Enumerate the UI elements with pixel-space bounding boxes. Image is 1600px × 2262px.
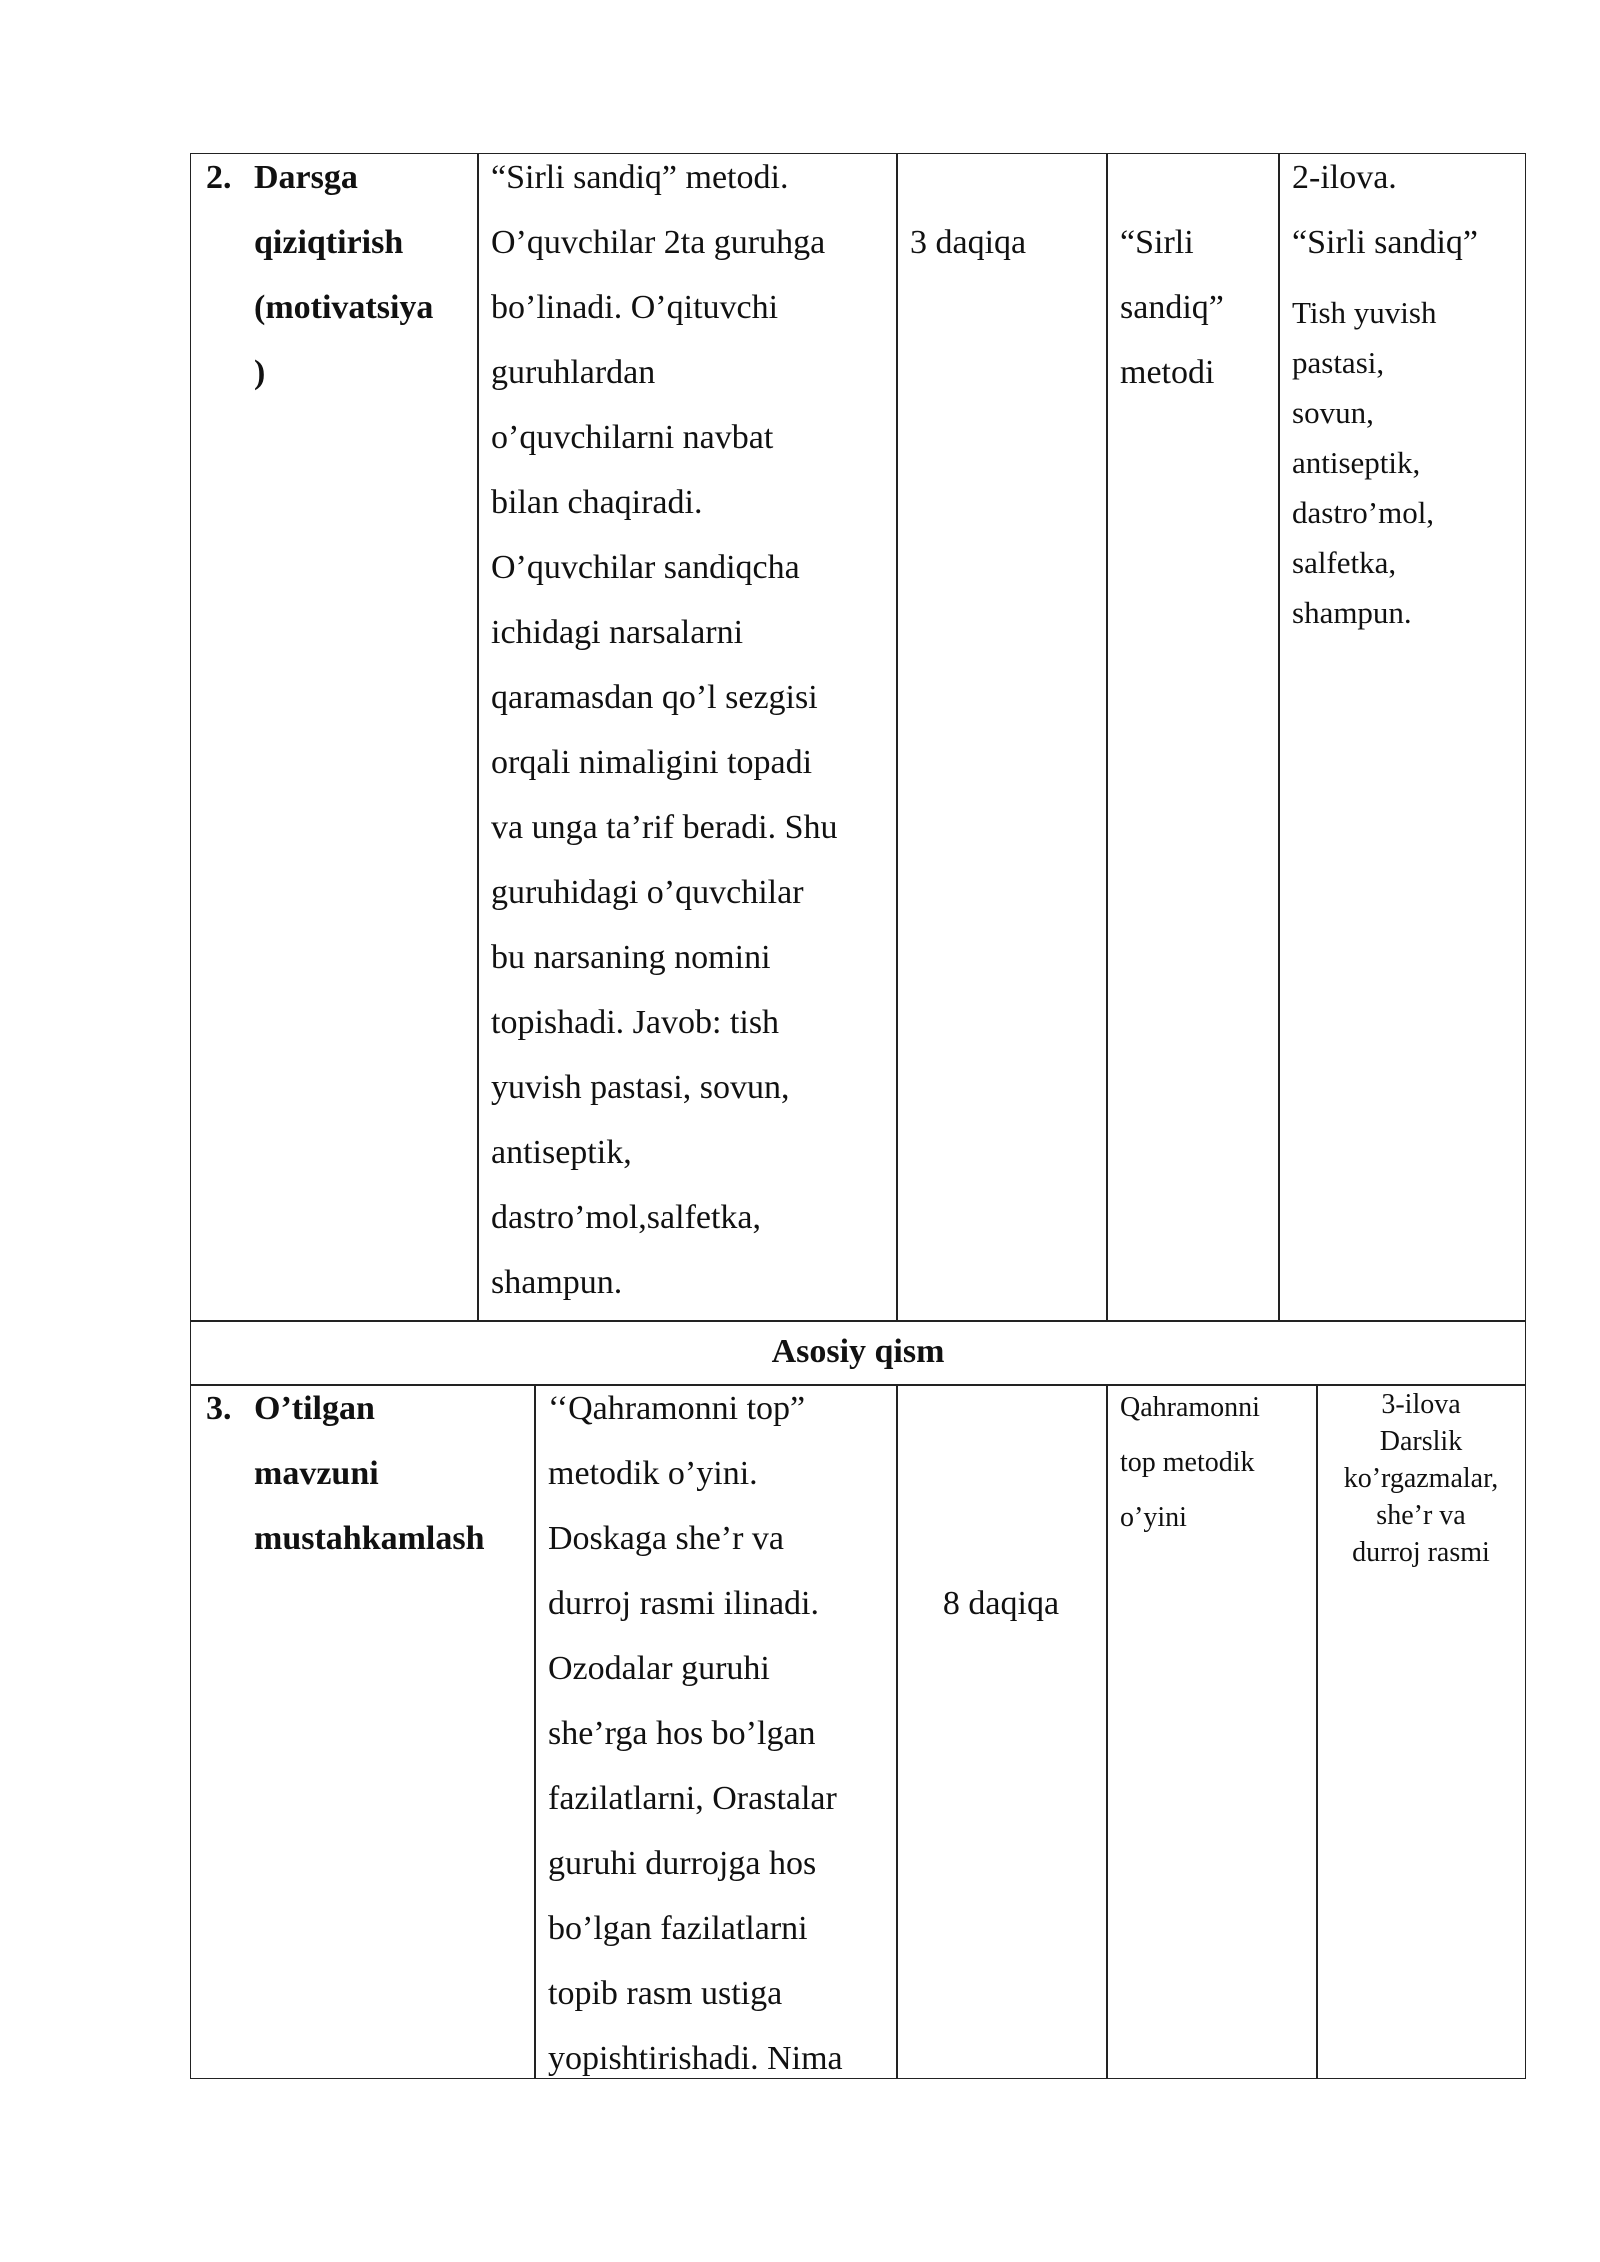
method-name: Qahramonni top metodik o’yini bbox=[1120, 1392, 1260, 1533]
row-number: 2. bbox=[206, 159, 232, 196]
method-name: “Sirli sandiq” metodi bbox=[1120, 224, 1224, 391]
appendix-materials: 3-ilova Darslik ko’rgazmalar, she’r va durroj rasmi bbox=[1343, 1389, 1499, 1568]
col-divider bbox=[534, 1384, 536, 2079]
duration: 3 daqiqa bbox=[910, 224, 1027, 261]
col-divider bbox=[477, 153, 479, 1321]
section-header: Asosiy qism bbox=[771, 1333, 945, 1370]
col-divider bbox=[1278, 153, 1280, 1321]
activity-description: ‘‘Qahramonni top” metodik o’yini. Doskaga she’r va durroj rasmi ilinadi. Ozodalar guruhi she’rga hos bo’lgan fazilatlarni, Orastalar guruhi durrojga hos bo’lgan fazilatlarni topib rasm ustiga yopishtirishadi. Nima bbox=[548, 1390, 843, 2077]
stage-title: O’tilgan mavzuni mustahkamlash bbox=[254, 1390, 485, 1557]
col-divider bbox=[1106, 153, 1108, 1321]
col-divider bbox=[896, 1384, 898, 2079]
activity-description: “Sirli sandiq” metodi. O’quvchilar 2ta guruhga bo’linadi. O’qituvchi guruhlardan o’quvchilarni navbat bilan chaqiradi. O’quvchilar sandiqcha ichidagi narsalarni qaramasdan qo’l sezgisi orqali nimaligini topadi va unga ta’rif beradi. Shu guruhidagi o’quvchilar bu narsaning nomini topishadi. Javob: tish yuvish pastasi, sovun, antiseptik, dastro’mol,salfetka, shampun. bbox=[491, 159, 838, 1301]
col-divider bbox=[896, 153, 898, 1321]
col-divider bbox=[1106, 1384, 1108, 2079]
appendix-reference: 2-ilova. “Sirli sandiq” bbox=[1292, 159, 1479, 261]
materials-list: Tish yuvish pastasi, sovun, antiseptik, dastro’mol, salfetka, shampun. bbox=[1292, 295, 1437, 630]
row-number: 3. bbox=[206, 1390, 232, 1427]
stage-title: Darsga qiziqtirish (motivatsiya ) bbox=[254, 159, 434, 391]
duration: 8 daqiqa bbox=[942, 1585, 1060, 1622]
